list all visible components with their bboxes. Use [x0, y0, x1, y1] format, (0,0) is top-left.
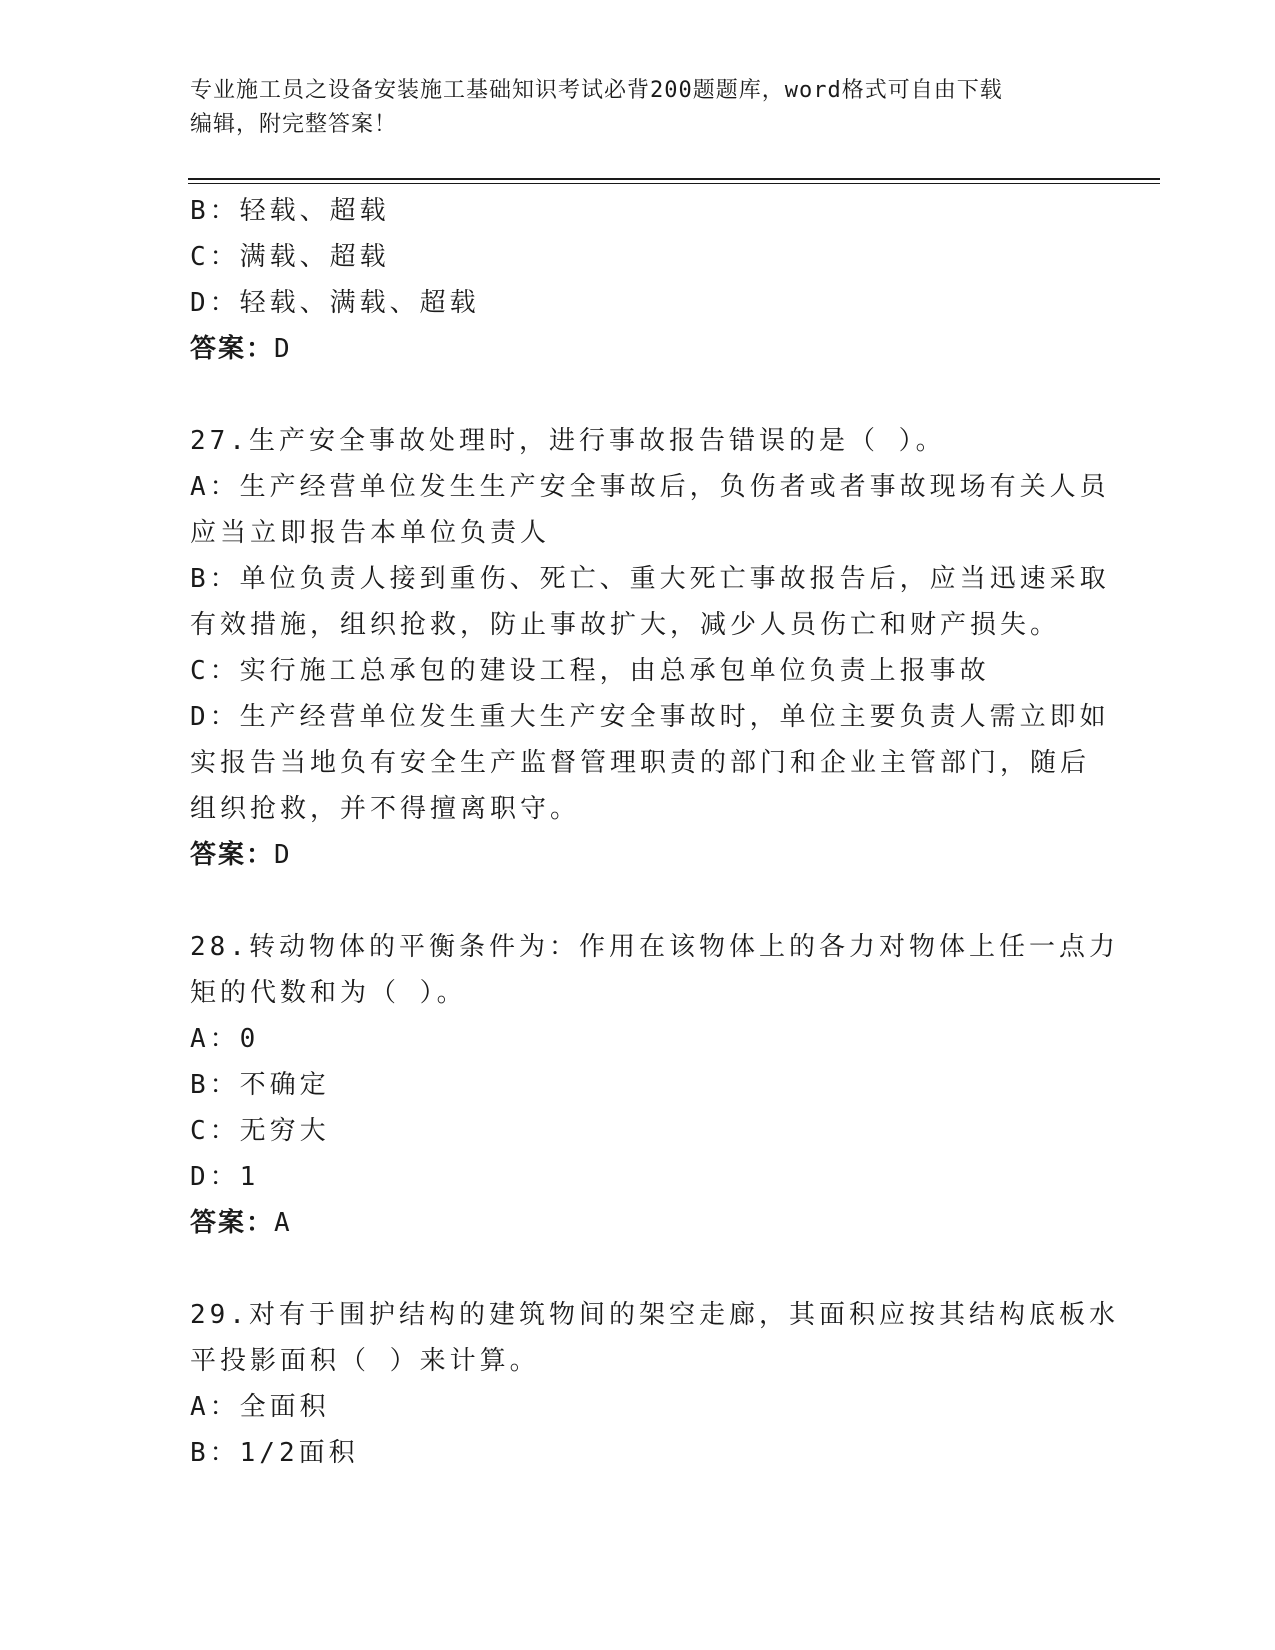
spacer	[190, 1246, 1090, 1292]
option-b: B：轻载、超载	[190, 196, 390, 226]
question-stem: 27.生产安全事故处理时，进行事故报告错误的是（ ）。	[190, 426, 946, 456]
option-a-continued: 应当立即报告本单位负责人	[190, 518, 551, 548]
option-d: D：1	[190, 1162, 260, 1192]
option-d-continued: 实报告当地负有安全生产监督管理职责的部门和企业主管部门，随后	[190, 748, 1091, 778]
header-line-1: 专业施工员之设备安装施工基础知识考试必背200题题库，word格式可自由下载	[190, 78, 1003, 103]
question-28	[190, 924, 1119, 1246]
option-a: A：全面积	[190, 1392, 330, 1422]
option-d: D：轻载、满载、超载	[190, 288, 480, 318]
option-d: D：生产经营单位发生重大生产安全事故时，单位主要负责人需立即如	[190, 702, 1110, 732]
spacer	[190, 372, 1090, 418]
option-c: C：满载、超载	[190, 242, 390, 272]
answer-label: 答案：	[190, 334, 275, 364]
question-29	[190, 1292, 1119, 1476]
answer-line	[190, 326, 1090, 372]
option-b: B：1/2面积	[190, 1438, 359, 1468]
question-27	[190, 418, 1110, 878]
question-stem: 28.转动物体的平衡条件为：作用在该物体上的各力对物体上任一点力	[190, 932, 1119, 962]
option-b: B：单位负责人接到重伤、死亡、重大死亡事故报告后，应当迅速采取	[190, 564, 1110, 594]
answer-line	[190, 832, 1090, 878]
document-header	[190, 74, 1090, 142]
answer-label: 答案：	[190, 1208, 275, 1238]
option-c: C：无穷大	[190, 1116, 330, 1146]
document-body	[190, 188, 1119, 1476]
option-a: A：0	[190, 1024, 260, 1054]
answer-label: 答案：	[190, 840, 275, 870]
question-stem-continued: 平投影面积（ ）来计算。	[190, 1346, 540, 1376]
option-d-continued: 组织抢救，并不得擅离职守。	[190, 794, 581, 824]
question-stem-continued: 矩的代数和为（ ）。	[190, 978, 467, 1008]
header-rule-thin	[188, 183, 1160, 184]
option-b: B：不确定	[190, 1070, 330, 1100]
question-26-continued	[190, 188, 1090, 372]
header-rule-thick	[188, 178, 1160, 180]
option-c: C：实行施工总承包的建设工程，由总承包单位负责上报事故	[190, 656, 990, 686]
option-b-continued: 有效措施，组织抢救，防止事故扩大，减少人员伤亡和财产损失。	[190, 610, 1061, 640]
answer-value: A	[274, 1208, 294, 1238]
answer-value: D	[274, 840, 294, 870]
option-a: A：生产经营单位发生生产安全事故后，负伤者或者事故现场有关人员	[190, 472, 1110, 502]
spacer	[190, 878, 1090, 924]
header-line-2: 编辑，附完整答案！	[190, 112, 398, 137]
answer-value: D	[274, 334, 294, 364]
answer-line	[190, 1200, 1090, 1246]
question-stem: 29.对有于围护结构的建筑物间的架空走廊，其面积应按其结构底板水	[190, 1300, 1119, 1330]
